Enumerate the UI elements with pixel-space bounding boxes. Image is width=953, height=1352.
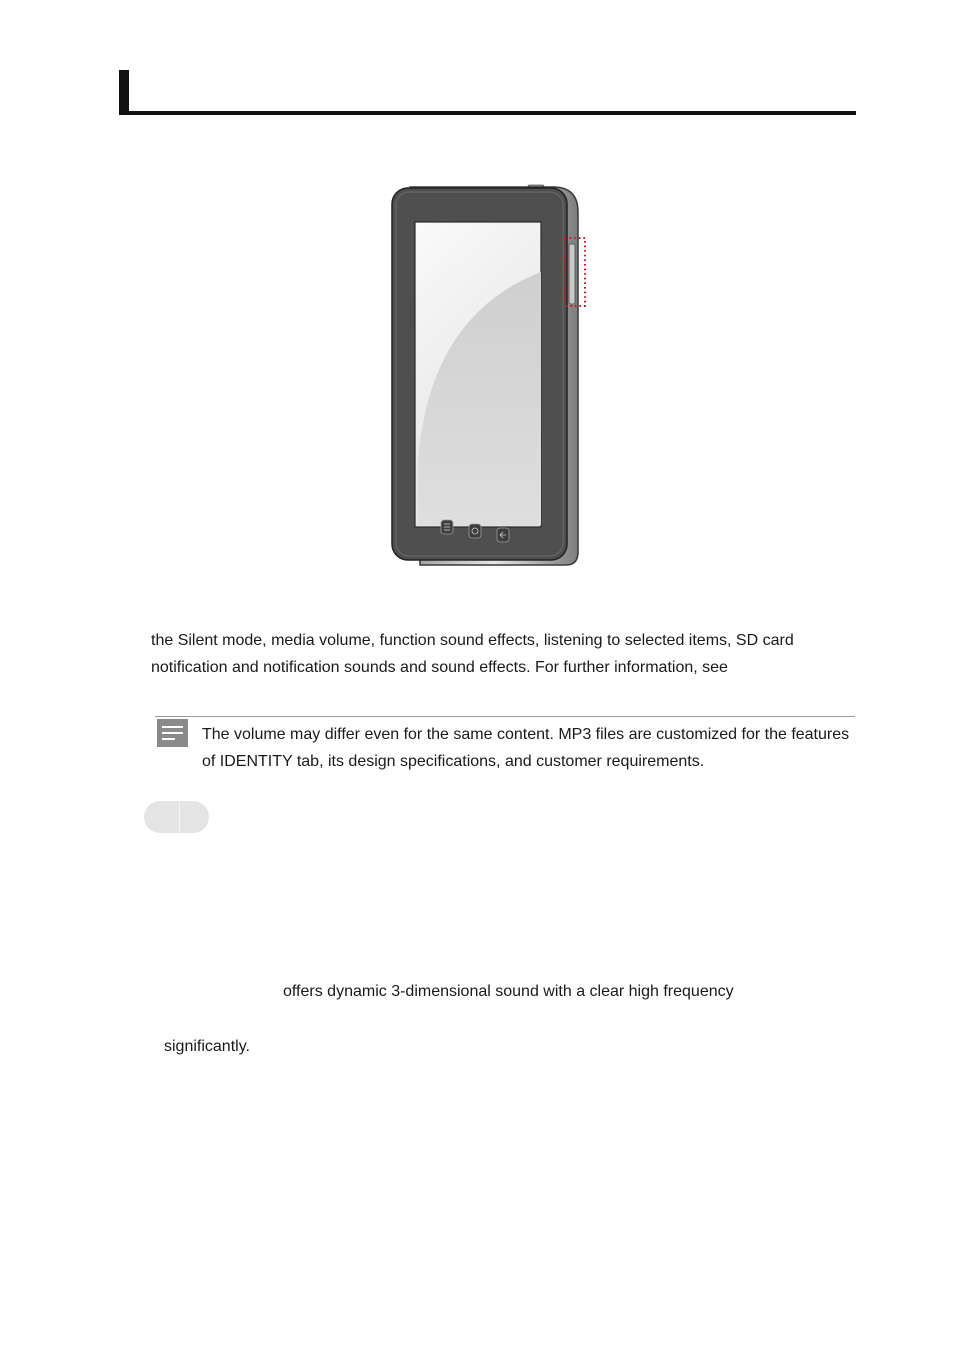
note-text: The volume may differ even for the same content. MP3 files are customized for the features of IDENTITY tab, its design specifications, and customer requirements.: [202, 726, 850, 770]
note-icon: [157, 719, 188, 747]
sound-effect-description-end: significantly.: [164, 1038, 250, 1055]
menu-key-icon: [441, 520, 453, 534]
heading-marker: [119, 70, 129, 115]
sound-effect-description: offers dynamic 3-dimensional sound with a clear high frequency: [283, 983, 734, 1000]
tablet-svg: [380, 180, 595, 572]
section-tab-marker: [144, 801, 209, 833]
home-key-icon: [469, 524, 481, 538]
heading-rule: [119, 111, 856, 115]
body-paragraph: the Silent mode, media volume, function sound effects, listening to selected items, SD card notification and notification sounds and sound effects. For further information, see: [151, 632, 794, 676]
note-divider: [155, 716, 855, 717]
volume-key: [569, 244, 575, 304]
tablet-illustration: [380, 180, 595, 572]
back-key-icon: [497, 528, 509, 542]
